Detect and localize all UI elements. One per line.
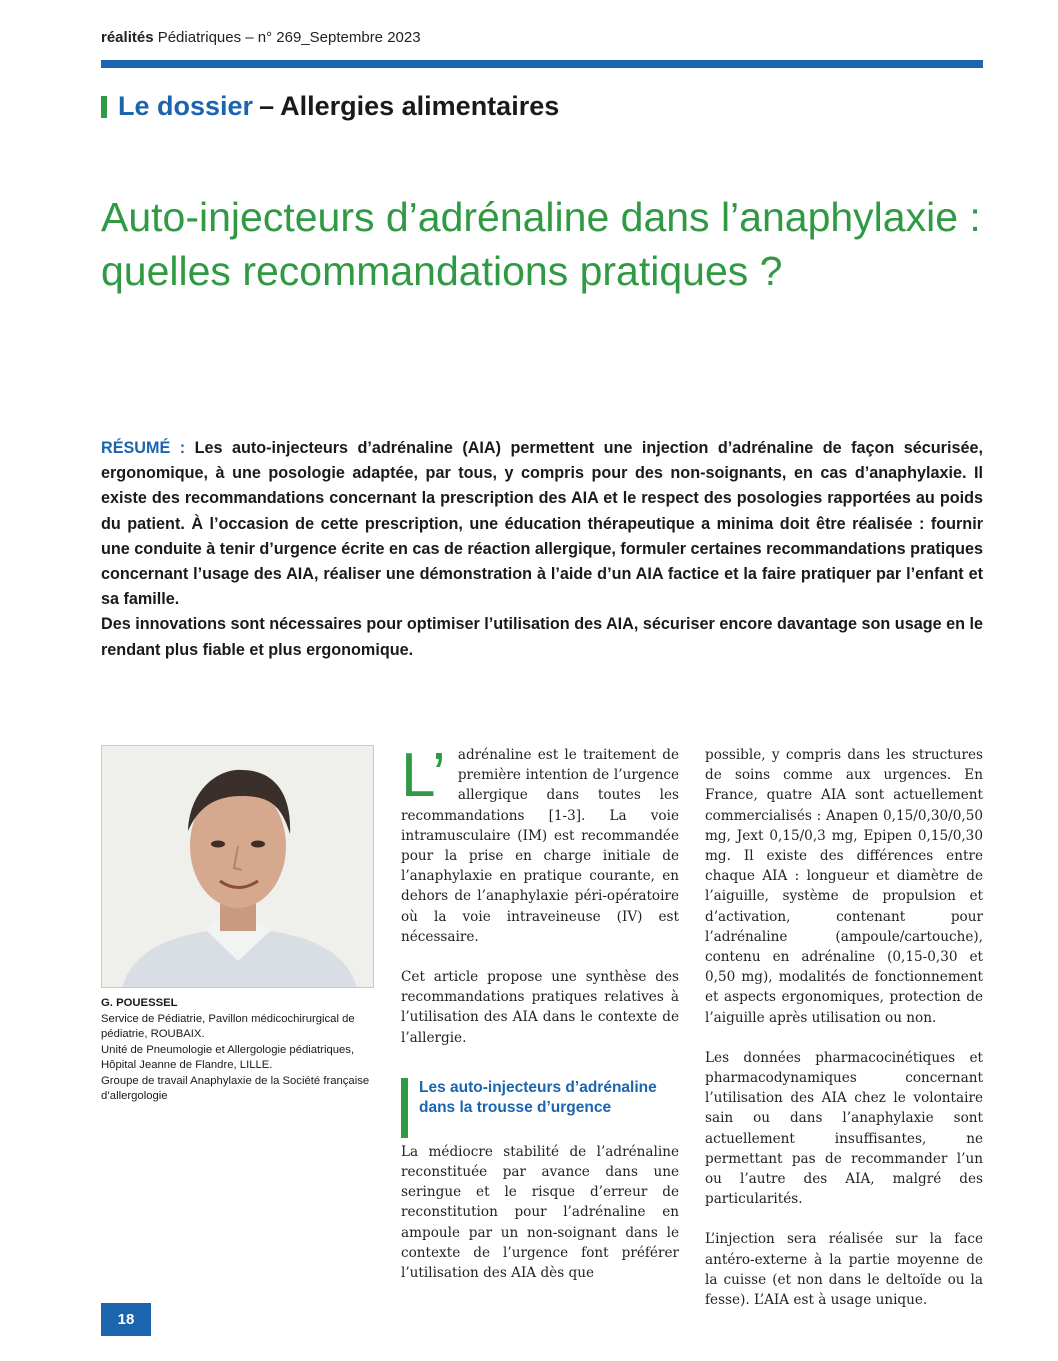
page-number: 18 <box>101 1303 151 1336</box>
abstract-paragraph-2: Des innovations sont nécessaires pour optimiser l’utilisation des AIA, sécuriser encore davantage son usage en le rendant plus fiable et plus ergonomique. <box>101 615 983 659</box>
header-rule <box>101 60 983 68</box>
body-paragraph: La médiocre stabilité de l’adrénaline reconstituée par avance dans une seringue et le risque d’erreur de reconstitution pour l’adrénaline en ampoule par un non-soignant dans le contexte de l’urgence font préférer l’utilisation des AIA dès que <box>401 1143 679 1282</box>
author-info <box>101 996 381 1105</box>
drop-cap: L’ <box>401 741 446 810</box>
section-separator: – <box>259 91 275 121</box>
body-column-right <box>705 745 983 1330</box>
abstract-text-1: Les auto-injecteurs d’adrénaline (AIA) permettent une injection d’adrénaline de façon sécurisée, ergonomique, à une posologie adaptée, par tous, y compris pour des non-soignants, en cas d’anaphylaxie. Il existe des recommandations concernant la prescription des AIA et le respect des posologies rapportées au poids du patient. À l’occasion de cette prescription, une éducation thérapeutique a minima doit être réalisée : fournir une conduite à tenir d’urgence écrite en cas de réaction allergique, formuler certaines recommandations pratiques concernant l’usage des AIA, réaliser une démonstration à l’aide d’un AIA factice et la faire pratiquer par l’enfant et sa famille. <box>101 439 983 609</box>
body-paragraph: possible, y compris dans les structures de soins comme aux urgences. En France, quatre AIA sont actuellement commercialisés : Anapen 0,15/0,30/0,50 mg, Jext 0,15/0,3 mg, Epipen 0,15/0,30 mg. Il existe des différences entre chaque AIA : longueur et diamètre de l’aiguille, système de propulsion et d’activation, contenant pour l’adrénaline (ampoule/cartouche), contenu en adrénaline (0,15-0,30 et 0,50 mg), modalités de fonctionnement et aspects ergonomiques, protection de l’aiguille après utilisation ou non. <box>705 747 983 1026</box>
body-column-middle <box>401 741 679 1303</box>
section-label: Le dossier <box>118 91 254 121</box>
author-affiliation: Unité de Pneumologie et Allergologie pédiatriques, Hôpital Jeanne de Flandre, LILLE. <box>101 1043 355 1071</box>
section-heading <box>101 91 559 122</box>
author-affiliation: Service de Pédiatrie, Pavillon médicochirurgical de pédiatrie, ROUBAIX. <box>101 1012 355 1040</box>
section-topic: Allergies alimentaires <box>280 91 560 121</box>
abstract <box>101 436 983 663</box>
body-paragraph: Cet article propose une synthèse des recommandations pratiques relatives à l’utilisation des AIA dans le contexte de l’allergie. <box>401 969 679 1046</box>
author-photo <box>101 745 374 988</box>
body-paragraph: Les données pharmacocinétiques et pharmacodynamiques concernant l’utilisation des AIA chez le volontaire sain ou dans l’anaphylaxie sont actuellement insuffisantes, ne permettant pas de recommander l’un ou l’autre des AIA, malgré des particularités. <box>705 1049 983 1208</box>
author-affiliation: Groupe de travail Anaphylaxie de la Société française d’allergologie <box>101 1074 370 1102</box>
body-paragraph: L’injection sera réalisée sur la face antéro-externe à la partie moyenne de la cuisse (et non dans le deltoïde ou la fesse). L’AIA est à usage unique. <box>705 1231 983 1309</box>
abstract-label: RÉSUMÉ : <box>101 439 186 457</box>
journal-brand: réalités <box>101 29 154 46</box>
subheading: Les auto-injecteurs d’adrénaline dans la trousse d’urgence <box>401 1078 679 1118</box>
abstract-paragraph-1 <box>101 436 983 612</box>
article-title: Auto-injecteurs d’adrénaline dans l’anaphylaxie : quelles recommandations pratiques ? <box>101 194 981 294</box>
author-portrait-image <box>102 746 374 988</box>
body-paragraph-intro <box>401 741 679 947</box>
author-name: G. POUESSEL <box>101 997 178 1009</box>
section-marker <box>101 96 107 118</box>
journal-issue: Pédiatriques – n° 269_Septembre 2023 <box>153 29 421 46</box>
body-text: adrénaline est le traitement de première intention de l’urgence allergique dans toutes les recommandations [1-3]. La voie intramusculaire (IM) est recommandée pour la prise en charge initiale de l’anaphylaxie en pratique courante, en dehors de l’anaphylaxie péri-opératoire où la voie intraveineuse (IV) est nécessaire. <box>401 747 679 945</box>
running-header <box>101 29 421 46</box>
